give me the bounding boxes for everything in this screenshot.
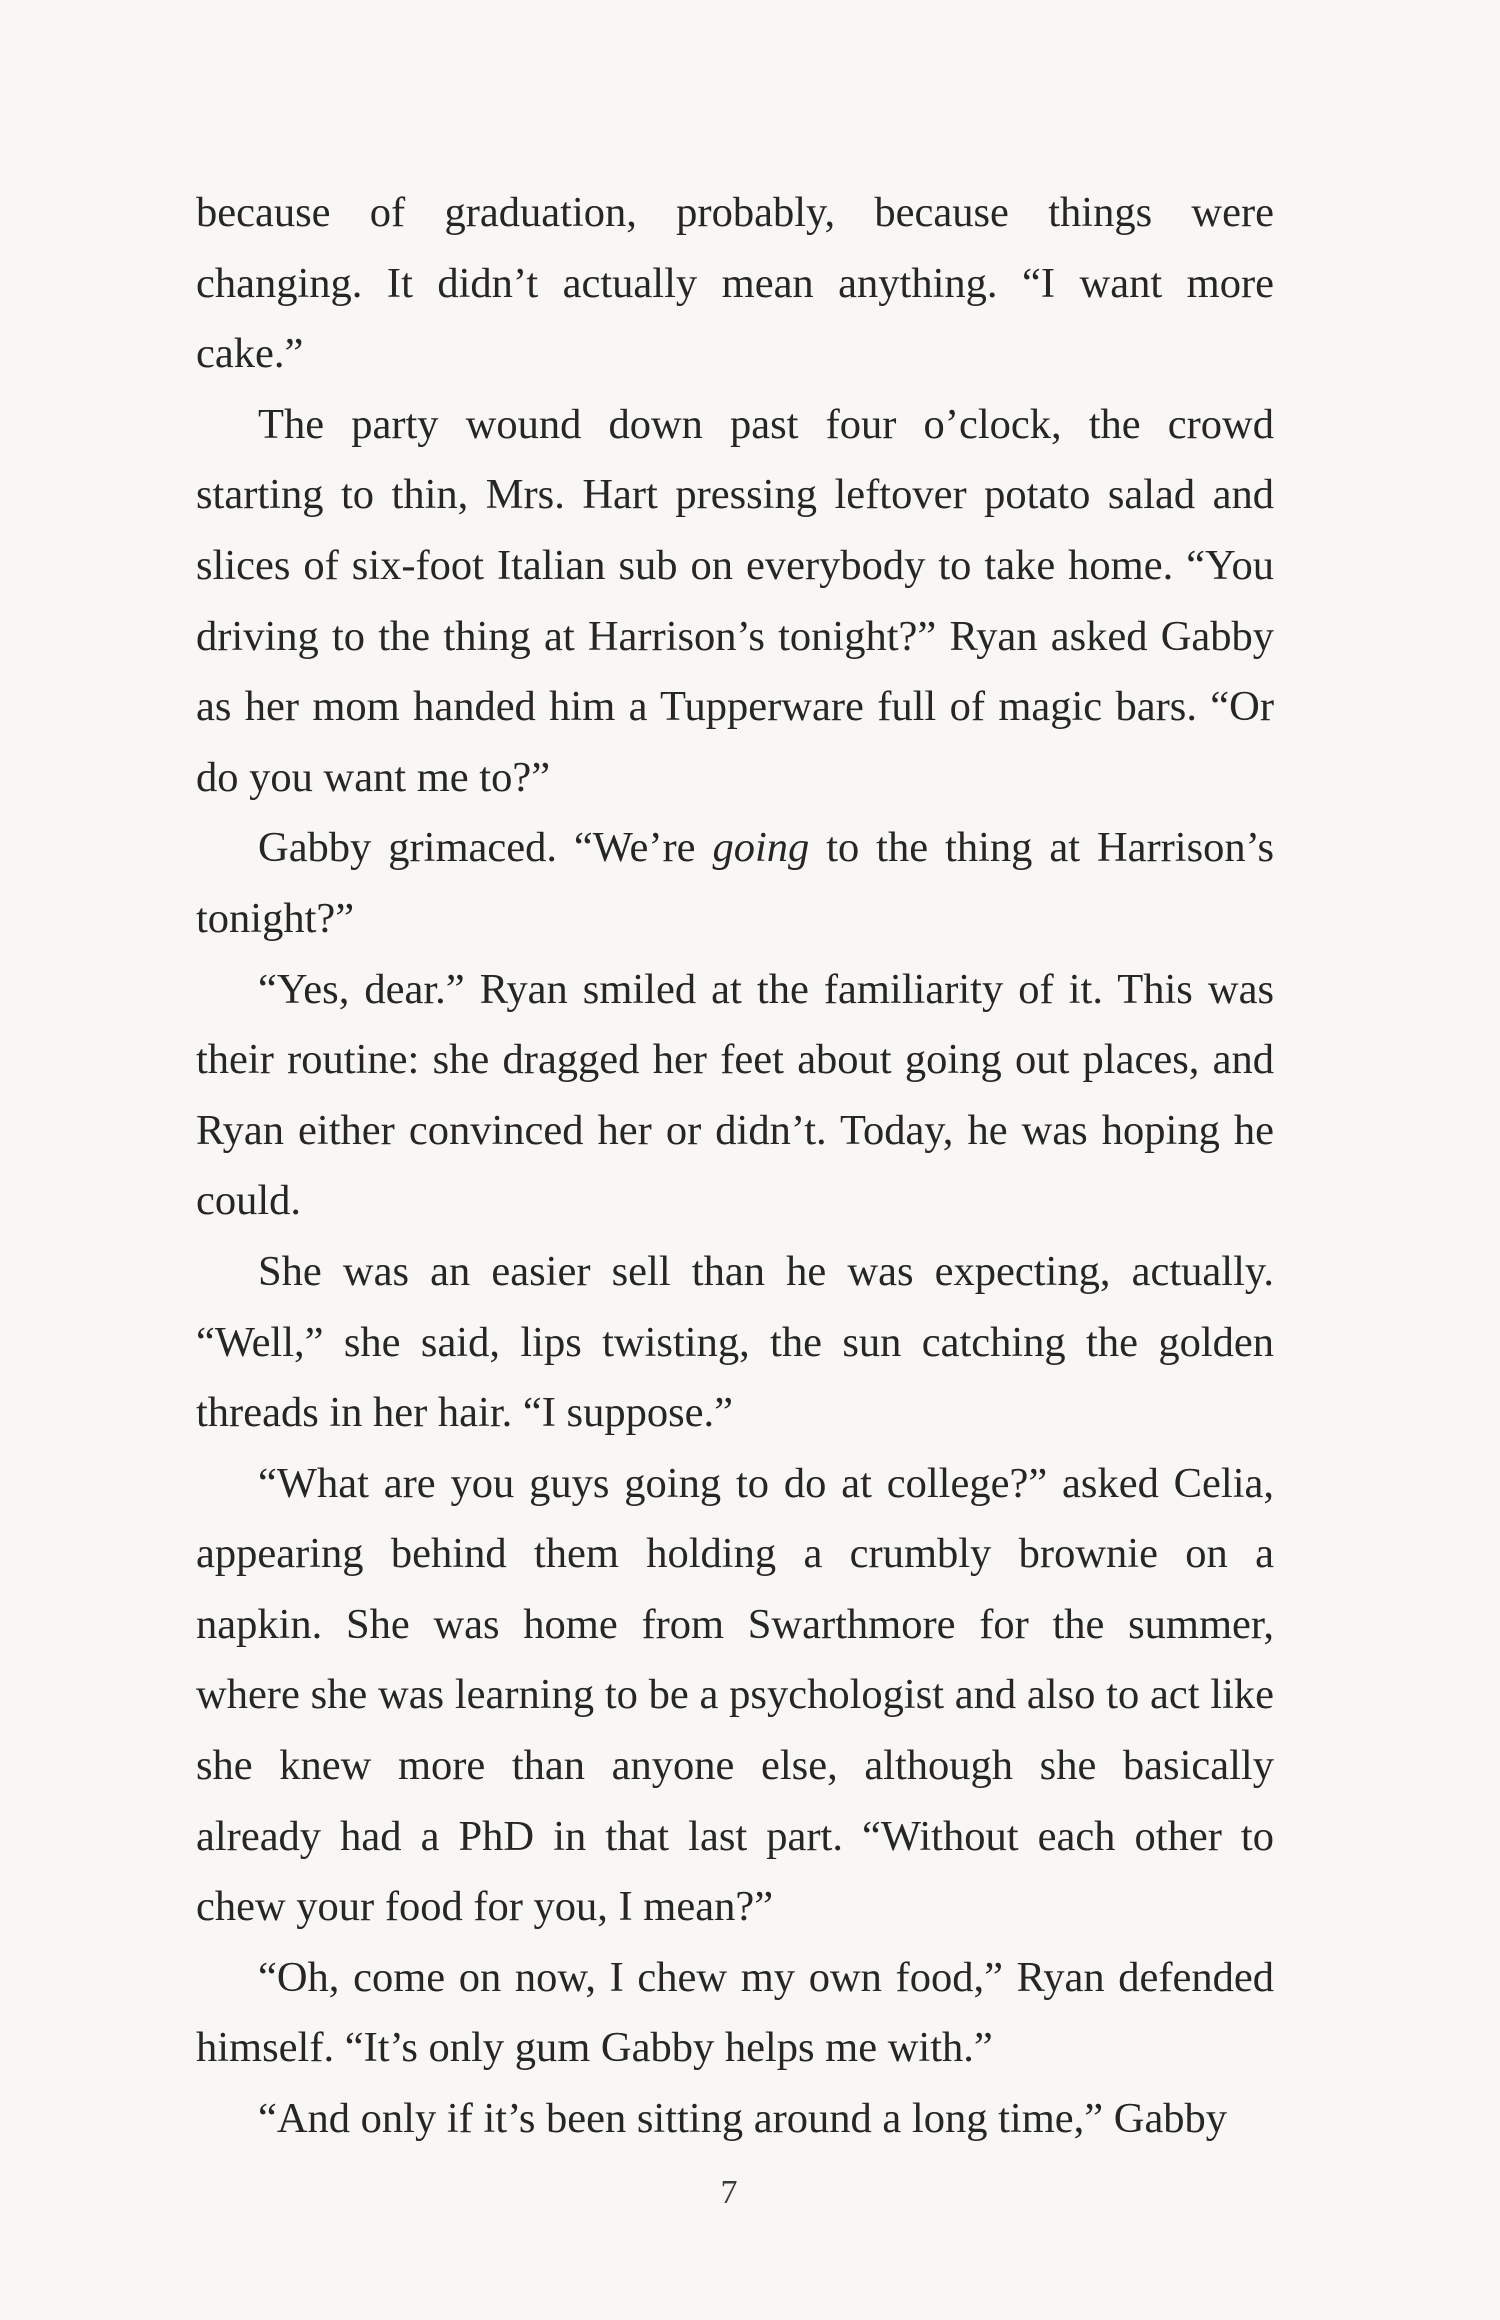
paragraph-text: “Yes, dear.” Ryan smiled at the familiarity of it. This was their routine: she dragged her feet about going out places, and Ryan either convinced her or didn’t. Today, he was hoping he could. [196,965,1274,1225]
paragraph-text: “Oh, come on now, I chew my own food,” Ryan defended himself. “It’s only gum Gabby helps me with.” [196,1953,1274,2072]
paragraph [196,178,1274,390]
paragraph-text: to the thing at Harrison’s tonight?” [196,824,1274,942]
paragraph [196,1237,1274,1449]
paragraph-text: “What are you guys going to do at college?” asked Celia, appearing behind them holding a crumbly brownie on a napkin. She was home from Swarthmore for the summer, where she was learning to be a psychologist and also to act like she knew more than anyone else, although she basically already had a PhD in that last part. “Without each other to chew your food for you, I mean?” [196,1459,1274,1931]
paragraph-text: She was an easier sell than he was expecting, actually. “Well,” she said, lips twisting, the sun catching the golden threads in her hair. “I suppose.” [196,1247,1274,1437]
paragraph-text: “And only if it’s been sitting around a long time,” Gabby [258,2095,1228,2143]
paragraph-text: because of graduation, probably, because things were changing. It didn’t actually mean anything. “I want more cake.” [196,189,1274,378]
page-number: 7 [720,2174,738,2211]
paragraph [196,1943,1274,2084]
paragraph [196,955,1274,1237]
paragraph [196,1449,1274,1943]
body-text [196,178,1274,2155]
italic-text: going [712,824,810,872]
paragraph [196,2084,1274,2155]
paragraph [196,813,1274,954]
paragraph [196,390,1274,814]
paragraph-text: The party wound down past four o’clock, the crowd starting to thin, Mrs. Hart pressing leftover potato salad and slices of six-foot Italian sub on everybody to take home. “You driving to the thing at Harrison’s tonight?” Ryan asked Gabby as her mom handed him a Tupperware full of magic bars. “Or do you want me to?” [196,400,1274,801]
paragraph-text: Gabby grimaced. “We’re [258,824,713,872]
